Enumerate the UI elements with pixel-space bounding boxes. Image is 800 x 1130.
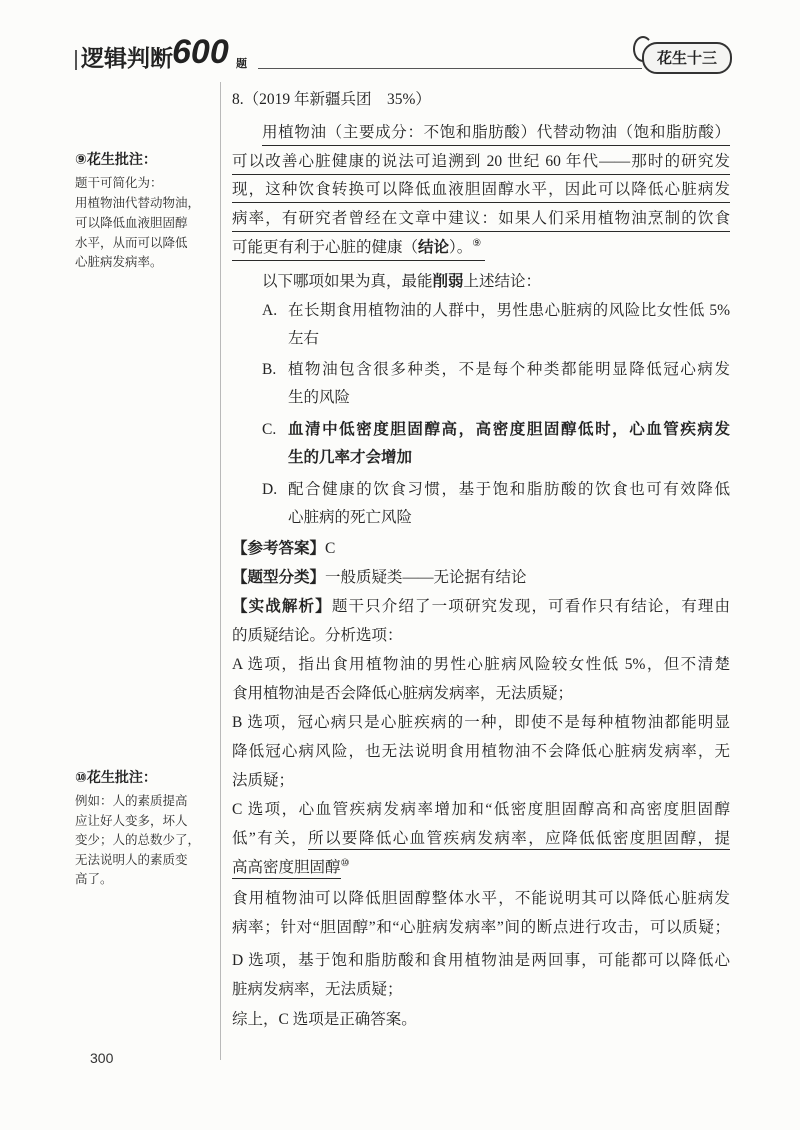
page-number: 300 [90, 1050, 114, 1066]
analysis-option-c: 食用植物油可以降低胆固醇整体水平，不能说明其可以降低心脏病发 [232, 890, 730, 907]
note-marker-9: ⑨ [472, 237, 482, 249]
note-10-line: 应让好人变多，坏人 [75, 813, 188, 828]
analysis-option-b: B 选项，冠心病只是心脏疾病的一种，即使不是每种植物油都能明显 [232, 714, 730, 731]
margin-divider [220, 82, 221, 1060]
note-10-title: ⑩花生批注： [75, 770, 157, 786]
analysis-option-a: A 选项，指出食用植物油的男性心脏病风险较女性低 5%，但不清楚 [232, 656, 730, 673]
question-source: （2019 年新疆兵团 35%） [243, 91, 431, 108]
analysis-option-d: D 选项，基于饱和脂肪酸和食用植物油是两回事，可能都可以降低心 [232, 952, 730, 969]
note-9-title: ⑨花生批注： [75, 152, 157, 168]
underlined-key-point: 高高密度胆固醇 [232, 859, 341, 879]
header-bar [75, 50, 77, 70]
analysis-option-a: 食用植物油是否会降低心脏病发病率，无法质疑； [232, 685, 574, 702]
option-c-letter: C. [262, 421, 277, 438]
header-title-number: 600 [172, 33, 229, 71]
note-marker-10: ⑩ [340, 857, 350, 869]
reference-answer-value: C [325, 540, 336, 557]
reference-answer [232, 539, 335, 559]
conclusion-tag: 结论 [418, 239, 450, 256]
question-prompt: 以下哪项如果为真，最能削弱上述结论： [262, 273, 542, 290]
analysis-option-b: 降低冠心病风险，也无法说明食用植物油不会降低心脏病发病率，无 [232, 743, 730, 760]
header-title-suffix: 题 [236, 58, 247, 70]
option-b-text: 生的风险 [288, 389, 351, 406]
underlined-key-point: 所以要降低心血管疾病发病率，应降低低密度胆固醇，提 [308, 830, 730, 850]
stem-line: 病率，有研究者曾经在文章中建议：如果人们采用植物油烹制的饮食 [232, 209, 730, 232]
note-9-line: 题干可简化为： [75, 175, 163, 190]
note-10-line: 高了。 [75, 871, 113, 886]
explanation-label: 【实战解析】 [232, 598, 332, 615]
option-a-text: 在长期食用植物油的人群中，男性患心脏病的风险比女性低 5% [288, 302, 730, 319]
analysis-option-c: 低”有关，所以要降低心血管疾病发病率，应降低低密度胆固醇，提 [232, 829, 730, 849]
stem-line: 可以改善心脏健康的说法可追溯到 20 世纪 60 年代——那时的研究发 [232, 152, 730, 175]
option-d-text: 心脏病的死亡风险 [288, 509, 413, 526]
question-number: 8. [232, 91, 244, 108]
question-heading [232, 90, 431, 110]
stem-conclusion-line: 可能更有利于心脏的健康（结论）。⑨ [232, 238, 485, 261]
stem-line: 用植物油（主要成分：不饱和脂肪酸）代替动物油（饱和脂肪酸） [262, 123, 730, 146]
note-9-line: 水平，从而可以降低 [75, 235, 188, 250]
analysis-option-b: 法质疑； [232, 772, 295, 789]
brand-logo: 花生十三 [642, 42, 732, 74]
explanation-line: 【实战解析】题干只介绍了一项研究发现，可看作只有结论，有理由 [232, 598, 730, 615]
option-c-text: 血清中低密度胆固醇高，高密度胆固醇低时，心血管疾病发 [288, 421, 730, 438]
analysis-option-c: C 选项，心血管疾病发病率增加和“低密度胆固醇高和高密度胆固醇 [232, 801, 730, 818]
stem-line: 现，这种饮食转换可以降低血液胆固醇水平，因此可以降低心脏病发 [232, 180, 730, 203]
question-type-label: 【题型分类】 [232, 569, 326, 586]
analysis-option-c: 病率；针对“胆固醇”和“心脏病发病率”间的断点进行攻击，可以质疑； [232, 919, 730, 936]
question-type-value: 一般质疑类——无论据有结论 [325, 569, 527, 586]
prompt-keyword: 削弱 [432, 273, 464, 290]
note-10-line: 无法说明人的素质变 [75, 852, 188, 867]
option-c-text: 生的几率才会增加 [288, 449, 413, 466]
option-b-letter: B. [262, 361, 277, 378]
analysis-option-d: 脏病发病率，无法质疑； [232, 981, 403, 998]
option-a-text: 左右 [288, 330, 320, 347]
option-d-letter: D. [262, 481, 278, 498]
note-10-line: 变少；人的总数少了， [75, 832, 201, 847]
reference-answer-label: 【参考答案】 [232, 540, 326, 557]
header-rule [258, 68, 642, 69]
explanation-line: 的质疑结论。分析选项： [232, 627, 403, 644]
analysis-option-c [232, 858, 349, 878]
question-type [232, 568, 527, 588]
option-b-text: 植物油包含很多种类，不是每个种类都能明显降低冠心病发 [288, 361, 730, 378]
analysis-conclusion: 综上，C 选项是正确答案。 [232, 1011, 417, 1028]
header-title: 逻辑判断 [81, 46, 173, 72]
note-9-line: 心脏病发病率。 [75, 254, 163, 269]
note-9-line: 可以降低血液胆固醇 [75, 215, 188, 230]
option-a-letter: A. [262, 302, 278, 319]
note-9-line: 用植物油代替动物油， [75, 195, 201, 210]
option-d-text: 配合健康的饮食习惯，基于饱和脂肪酸的饮食也可有效降低 [288, 481, 730, 498]
note-10-line: 例如：人的素质提高 [75, 793, 188, 808]
